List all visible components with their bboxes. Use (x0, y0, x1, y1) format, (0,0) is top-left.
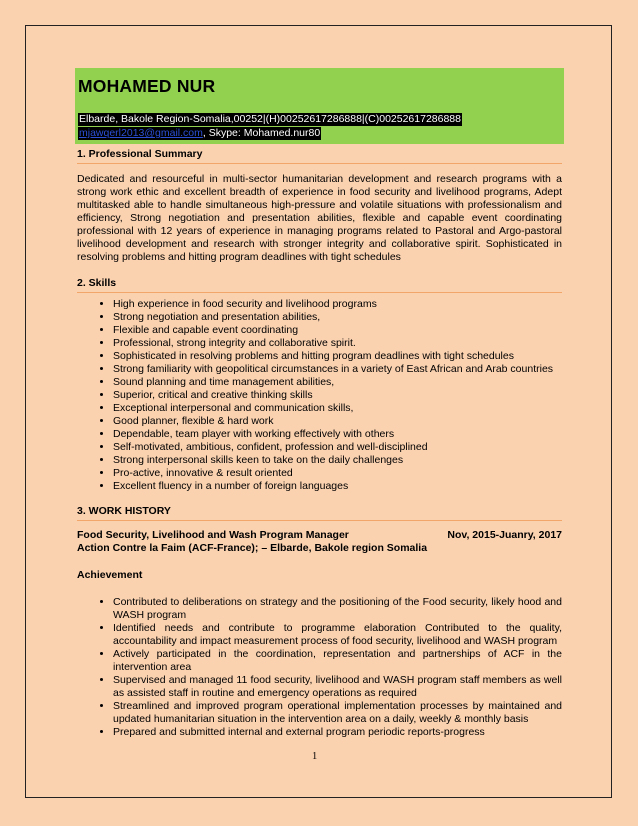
list-item: • Strong negotiation and presentation abilities, (113, 311, 562, 324)
list-item: • Contributed to deliberations on strategy and the positioning of the Food security, likely hood and WASH program (113, 596, 562, 622)
list-item: • Sound planning and time management abilities, (113, 376, 562, 389)
list-item: • Strong interpersonal skills keen to take on the daily challenges (113, 454, 562, 467)
candidate-name: MOHAMED NUR (78, 76, 216, 96)
list-item: • Self-motivated, ambitious, confident, profession and well-disciplined (113, 441, 562, 454)
summary-heading: 1. Professional Summary (77, 148, 203, 160)
list-item: • Strong familiarity with geopolitical circumstances in a variety of East African and Arab countries (113, 363, 562, 376)
list-item: • High experience in food security and livelihood programs (113, 298, 562, 311)
section-divider (77, 292, 562, 293)
section-divider (77, 520, 562, 521)
list-item: • Pro-active, innovative & result oriented (113, 467, 562, 480)
employer: Action Contre la Faim (ACF-France); – Elbarde, Bakole region Somalia (77, 542, 428, 554)
resume-body (77, 146, 562, 739)
summary-text: Dedicated and resourceful in multi-sector humanitarian development and research programs with a strong work ethic and excellent breadth of experience in food security and livelihood programs, Adept multitasked able to handle simultaneous high-pressure and volatile situations with professionalism and efficiency, Strong negotiation and presentation abilities, flexible and capable event coordinating professional with 12 years of experience in managing programs related to Pastoral and Argo-pastoral livelihood development and research with stronger integrity and collaborative spirit. Sophisticated in resolving problems and hitting program deadlines with tight schedules (77, 173, 562, 263)
email-link[interactable]: mjawqerl2013@gmail.com (79, 127, 203, 139)
list-item: • Flexible and capable event coordinating (113, 324, 562, 337)
list-item: • Excellent fluency in a number of foreign languages (113, 480, 562, 493)
list-item: • Prepared and submitted internal and external program periodic reports-progress (113, 726, 562, 739)
list-item: • Exceptional interpersonal and communication skills, (113, 402, 562, 415)
skills-list (77, 298, 562, 493)
list-item: • Streamlined and improved program operational implementation processes by maintained and updated humanitarian situation in the intervention area on a daily, weekly & monthly basis (113, 700, 562, 726)
job-dates: Nov, 2015-Juanry, 2017 (447, 529, 562, 541)
achievements-list (77, 596, 562, 739)
list-item: • Superior, critical and creative thinking skills (113, 389, 562, 402)
work-history-heading: 3. WORK HISTORY (77, 505, 171, 517)
list-item: • Professional, strong integrity and collaborative spirit. (113, 337, 562, 350)
job-title: Food Security, Livelihood and Wash Program Manager (77, 529, 349, 541)
list-item: • Supervised and managed 11 food security, livelihood and WASH program staff members as well as assisted staff in routine and emergency operations as required (113, 674, 562, 700)
section-divider (77, 163, 562, 164)
contact-address-phone: Elbarde, Bakole Region-Somalia,00252|(H)00252617286888|(C)00252617286888 (79, 113, 461, 125)
skills-heading: 2. Skills (77, 277, 117, 289)
job-header (77, 529, 562, 542)
achievement-heading: Achievement (77, 569, 143, 581)
list-item: • Good planner, flexible & hard work (113, 415, 562, 428)
resume-header (75, 68, 564, 144)
list-item: • Sophisticated in resolving problems and hitting program deadlines with tight schedules (113, 350, 562, 363)
page-number: 1 (312, 751, 318, 762)
list-item: • Dependable, team player with working effectively with others (113, 428, 562, 441)
list-item: • Identified needs and contribute to programme elaboration Contributed to the quality, accountability and impact measurement process of food security, livelihood and WASH program (113, 622, 562, 648)
list-item: • Actively participated in the coordination, representation and partnerships of ACF in the intervention area (113, 648, 562, 674)
skype-id: , Skype: Mohamed.nur80 (202, 127, 321, 139)
